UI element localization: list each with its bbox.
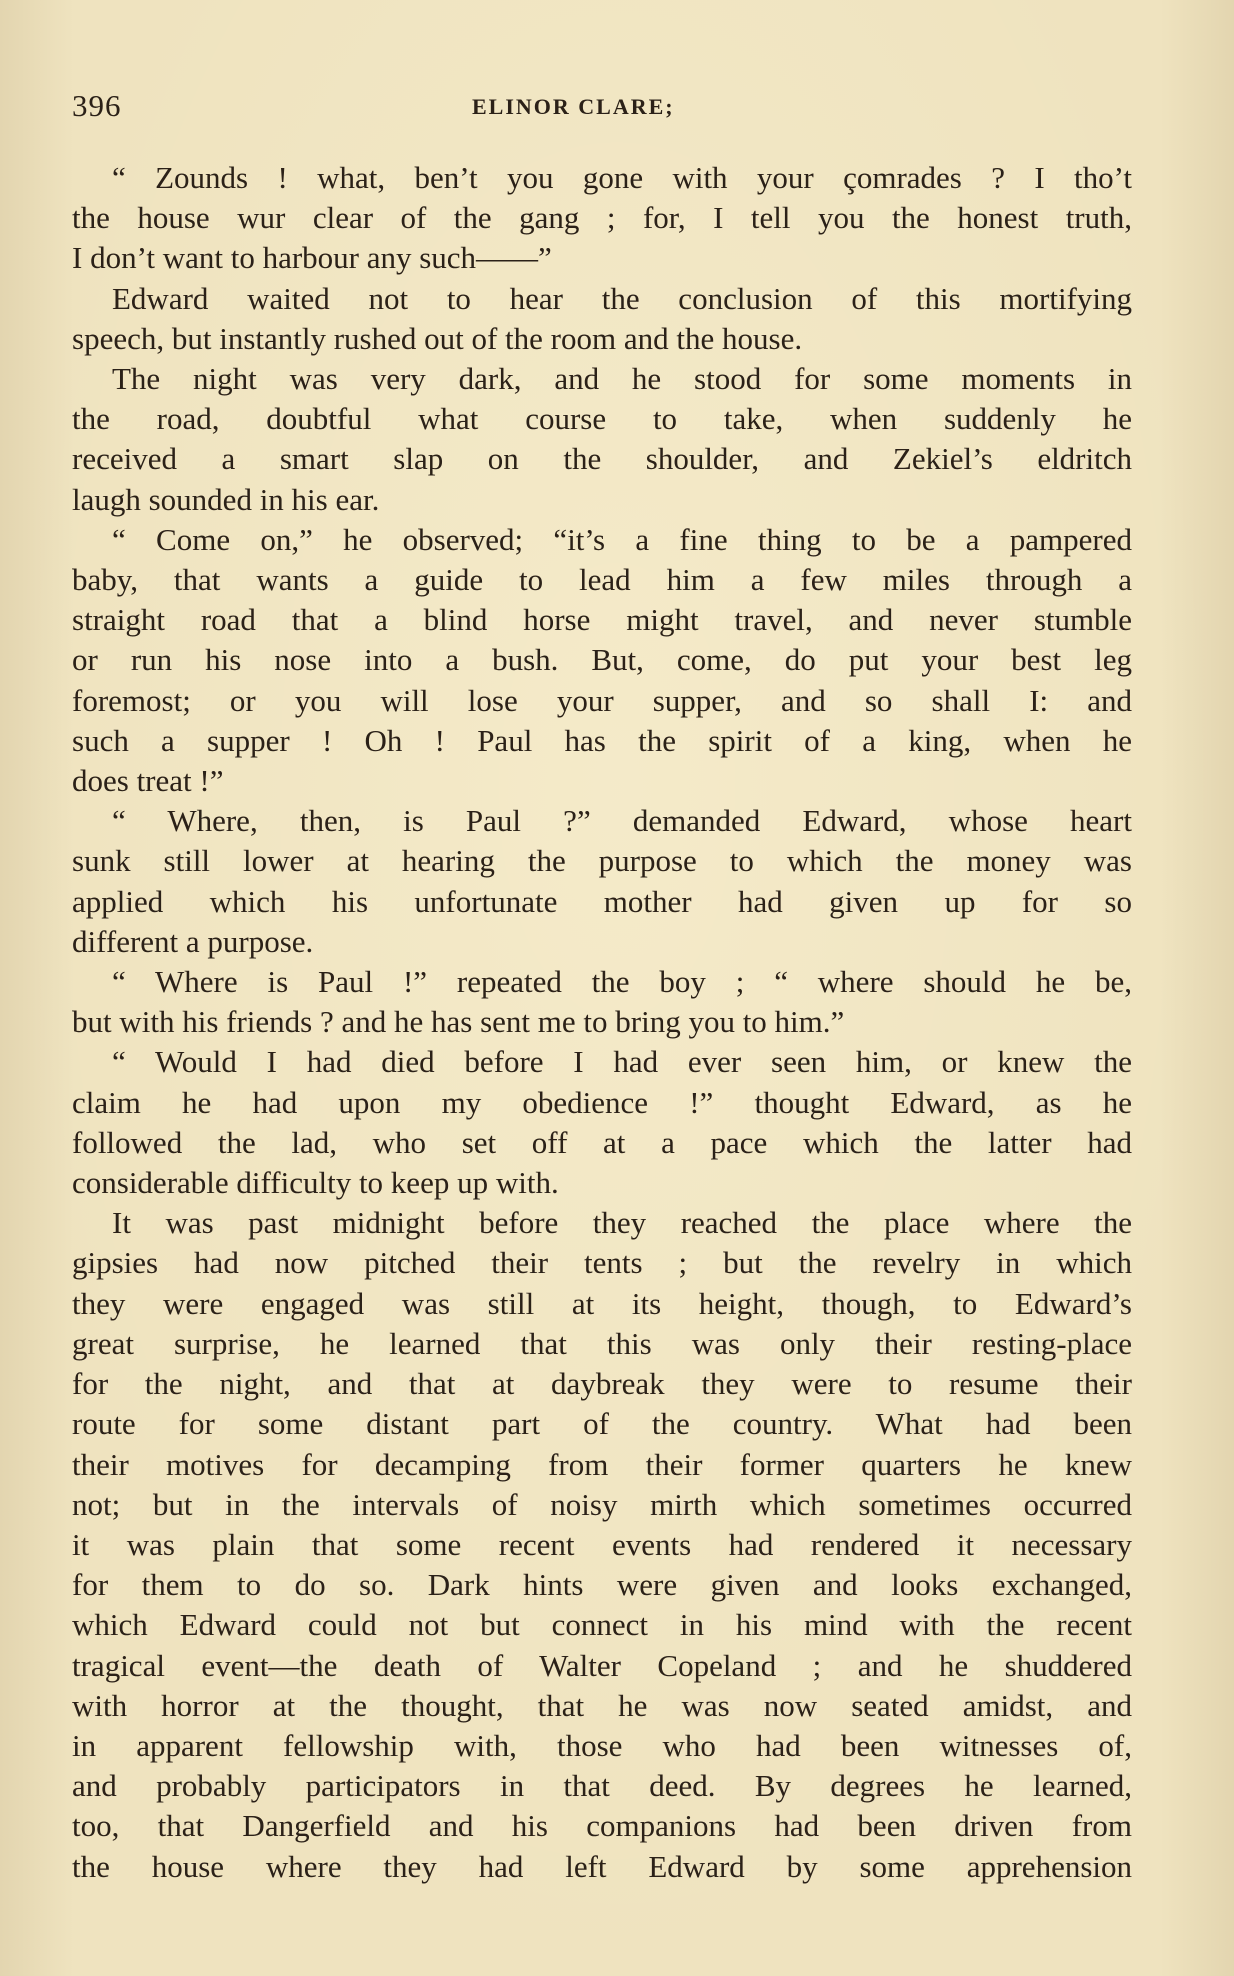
- text-line: claim he had upon my obedience !” thought Edward, as he: [72, 1084, 1132, 1120]
- page-number: 396: [72, 88, 122, 123]
- text-line: baby, that wants a guide to lead him a few miles through a: [72, 562, 1132, 598]
- text-line: and probably participators in that deed. By degrees he learned,: [72, 1768, 1132, 1804]
- text-line: which Edward could not but connect in his mind with the recent: [72, 1607, 1132, 1643]
- text-line: “ Where, then, is Paul ?” demanded Edward, whose heart: [112, 803, 1132, 839]
- text-line: speech, but instantly rushed out of the room and the house.: [72, 320, 803, 356]
- text-line: tragical event—the death of Walter Copeland ; and he shuddered: [72, 1647, 1132, 1683]
- text-line: the road, doubtful what course to take, when suddenly he: [72, 401, 1132, 437]
- text-line: “ Zounds ! what, ben’t you gone with your çomrades ? I tho’t: [112, 160, 1132, 195]
- text-line: laugh sounded in his ear.: [72, 481, 380, 517]
- text-line: foremost; or you will lose your supper, and so shall I: and: [72, 682, 1132, 718]
- page-header: [72, 88, 1132, 128]
- text-line: straight road that a blind horse might travel, and never stumble: [72, 602, 1132, 638]
- text-line: in apparent fellowship with, those who had been witnesses of,: [72, 1727, 1132, 1763]
- text-line: different a purpose.: [72, 923, 314, 959]
- text-line: not; but in the intervals of noisy mirth which sometimes occurred: [72, 1486, 1132, 1522]
- body-text: [72, 158, 1132, 1887]
- text-line: applied which his unfortunate mother had given up for so: [72, 883, 1132, 919]
- running-head: ELINOR CLARE;: [472, 94, 675, 119]
- text-line: the house where they had left Edward by some apprehension: [72, 1848, 1132, 1884]
- text-line: for them to do so. Dark hints were given and looks exchanged,: [72, 1567, 1132, 1603]
- text-line: with horror at the thought, that he was now seated amidst, and: [72, 1687, 1132, 1723]
- text-line: received a smart slap on the shoulder, and Zekiel’s eldritch: [72, 441, 1132, 477]
- text-line: “ Where is Paul !” repeated the boy ; “ where should he be,: [112, 964, 1132, 1000]
- text-line: followed the lad, who set off at a pace which the latter had: [72, 1124, 1132, 1160]
- text-line: but with his friends ? and he has sent me to bring you to him.”: [72, 1004, 845, 1040]
- text-line: The night was very dark, and he stood for some moments in: [112, 361, 1132, 397]
- text-line: does treat !”: [72, 763, 224, 799]
- text-line: such a supper ! Oh ! Paul has the spirit of a king, when he: [72, 722, 1132, 758]
- text-line: “ Come on,” he observed; “it’s a fine thing to be a pampered: [112, 521, 1132, 557]
- text-line: route for some distant part of the country. What had been: [72, 1406, 1132, 1442]
- text-line: I don’t want to harbour any such——”: [72, 240, 552, 276]
- text-line: It was past midnight before they reached the place where the: [112, 1205, 1132, 1241]
- text-line: gipsies had now pitched their tents ; but the revelry in which: [72, 1245, 1132, 1281]
- text-line: for the night, and that at daybreak they were to resume their: [72, 1366, 1132, 1402]
- text-line: or run his nose into a bush. But, come, do put your best leg: [72, 642, 1132, 678]
- text-line: too, that Dangerfield and his companions had been driven from: [72, 1808, 1132, 1844]
- text-line: “ Would I had died before I had ever seen him, or knew the: [112, 1044, 1132, 1080]
- text-line: it was plain that some recent events had rendered it necessary: [72, 1526, 1132, 1562]
- text-line: Edward waited not to hear the conclusion of this mortifying: [112, 280, 1132, 316]
- text-line: the house wur clear of the gang ; for, I tell you the honest truth,: [72, 200, 1132, 236]
- text-line: they were engaged was still at its height, though, to Edward’s: [72, 1285, 1132, 1321]
- text-line: their motives for decamping from their former quarters he knew: [72, 1446, 1132, 1482]
- text-line: sunk still lower at hearing the purpose to which the money was: [72, 843, 1132, 879]
- text-line: great surprise, he learned that this was only their resting-place: [72, 1325, 1132, 1361]
- text-line: considerable difficulty to keep up with.: [72, 1165, 559, 1201]
